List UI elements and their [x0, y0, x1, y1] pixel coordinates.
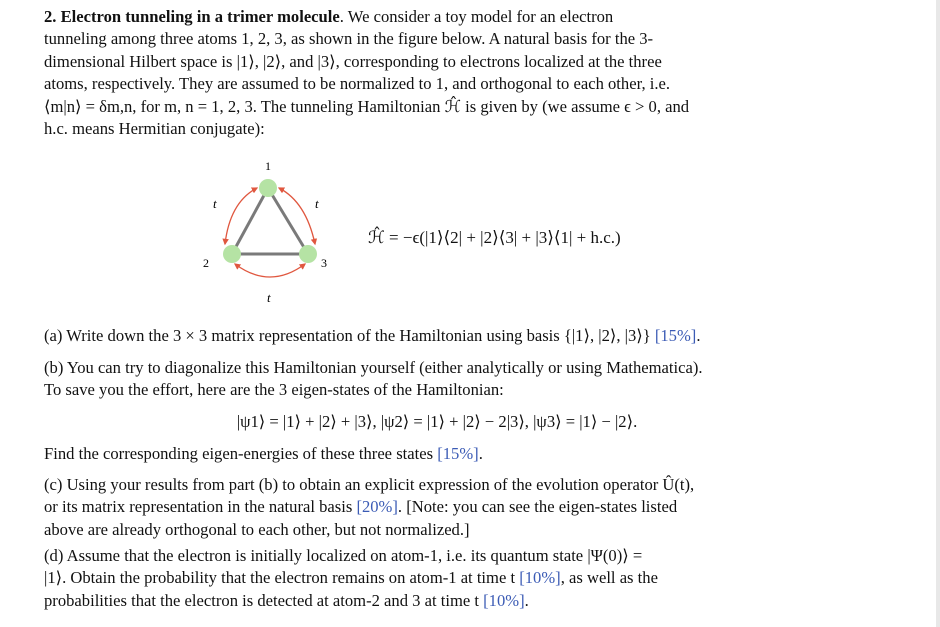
part-a-end: .	[696, 326, 701, 345]
edge-1-3	[268, 188, 308, 254]
part-d-line-2b: , as well as the	[560, 568, 658, 588]
part-d-percent-1: [10%]	[519, 568, 561, 588]
part-c-line-2a: or its matrix representation in the natural basis	[44, 497, 353, 517]
intro-line-1: tunneling among three atoms 1, 2, 3, as shown in the figure below. A natural basis for the 3-	[44, 29, 654, 49]
part-b	[44, 357, 830, 402]
atom-2-node	[223, 245, 241, 263]
eigenstates-text: |ψ1⟩ = |1⟩ + |2⟩ + |3⟩, |ψ2⟩ = |1⟩ + |2⟩ − 2|3⟩, |ψ3⟩ = |1⟩ − |2⟩.	[236, 412, 638, 431]
atom-label-3: 3	[321, 256, 327, 270]
part-c-line-2b: . [Note: you can see the eigen-states listed	[397, 497, 678, 517]
part-d-line-1: (d) Assume that the electron is initially localized on atom-1, i.e. its quantum state |Ψ(0)⟩ =	[44, 546, 643, 565]
edge-label-right: t	[315, 196, 319, 211]
intro-line-5: h.c. means Hermitian conjugate):	[44, 119, 265, 139]
part-a-percent: [15%]	[654, 326, 697, 345]
atom-label-2: 2	[203, 256, 209, 270]
part-b-line-1: (b) You can try to diagonalize this Hamiltonian yourself (either analytically or using Mathematica).	[44, 358, 703, 377]
part-d-percent-2: [10%]	[483, 590, 525, 610]
part-c-line-3: above are already orthogonal to each other, but not normalized.]	[44, 519, 470, 539]
problem-number: 2.	[44, 7, 57, 26]
atom-3-node	[299, 245, 317, 263]
part-c-percent: [20%]	[356, 497, 398, 517]
part-d	[44, 545, 830, 612]
edge-1-2	[232, 188, 268, 254]
atom-label-1: 1	[265, 159, 271, 173]
part-b-end: .	[478, 444, 483, 463]
hamiltonian-equation: ℋ̂ = −ϵ(|1⟩⟨2| + |2⟩⟨3| + |3⟩⟨1| + h.c.)	[368, 228, 621, 247]
edge-label-bottom: t	[267, 290, 271, 305]
atom-1-node	[259, 179, 277, 197]
part-c-line-1: (c) Using your results from part (b) to obtain an explicit expression of the evolution operator Û(t),	[44, 475, 695, 494]
part-b-line-2: To save you the effort, here are the 3 eigen-states of the Hamiltonian:	[44, 380, 504, 400]
intro-line-2: dimensional Hilbert space is |1⟩, |2⟩, and |3⟩, corresponding to electrons localized at the three	[44, 51, 662, 71]
part-d-line-2a: |1⟩. Obtain the probability that the electron remains on atom-1 at time t	[44, 568, 516, 588]
part-d-line-3b: .	[524, 590, 529, 610]
part-a	[44, 325, 830, 347]
trimer-figure	[185, 152, 385, 312]
part-b-question	[44, 443, 830, 465]
part-b-percent: [15%]	[437, 444, 479, 463]
part-c	[44, 474, 830, 541]
part-d-line-3a: probabilities that the electron is detected at atom-2 and 3 at time t	[44, 590, 479, 610]
eigenstates-equation	[44, 411, 830, 433]
right-scroll-edge	[936, 0, 940, 627]
intro-line-0: . We consider a toy model for an electron	[339, 7, 614, 26]
part-a-text: (a) Write down the 3 × 3 matrix representation of the Hamiltonian using basis {|1⟩, |2⟩, |3⟩}	[44, 326, 651, 345]
problem-title: Electron tunneling in a trimer molecule	[60, 7, 340, 26]
intro-line-4: ⟨m|n⟩ = δm,n, for m, n = 1, 2, 3. The tunneling Hamiltonian ℋ̂ is given by (we assume ϵ > 0, and	[44, 96, 690, 116]
problem-statement	[44, 6, 830, 140]
part-b-line-3: Find the corresponding eigen-energies of these three states	[44, 444, 434, 463]
intro-line-3: atoms, respectively. They are assumed to be normalized to 1, and orthogonal to each other, i.e.	[44, 74, 671, 94]
edge-label-left: t	[213, 196, 217, 211]
arrow-2-3	[235, 264, 305, 277]
